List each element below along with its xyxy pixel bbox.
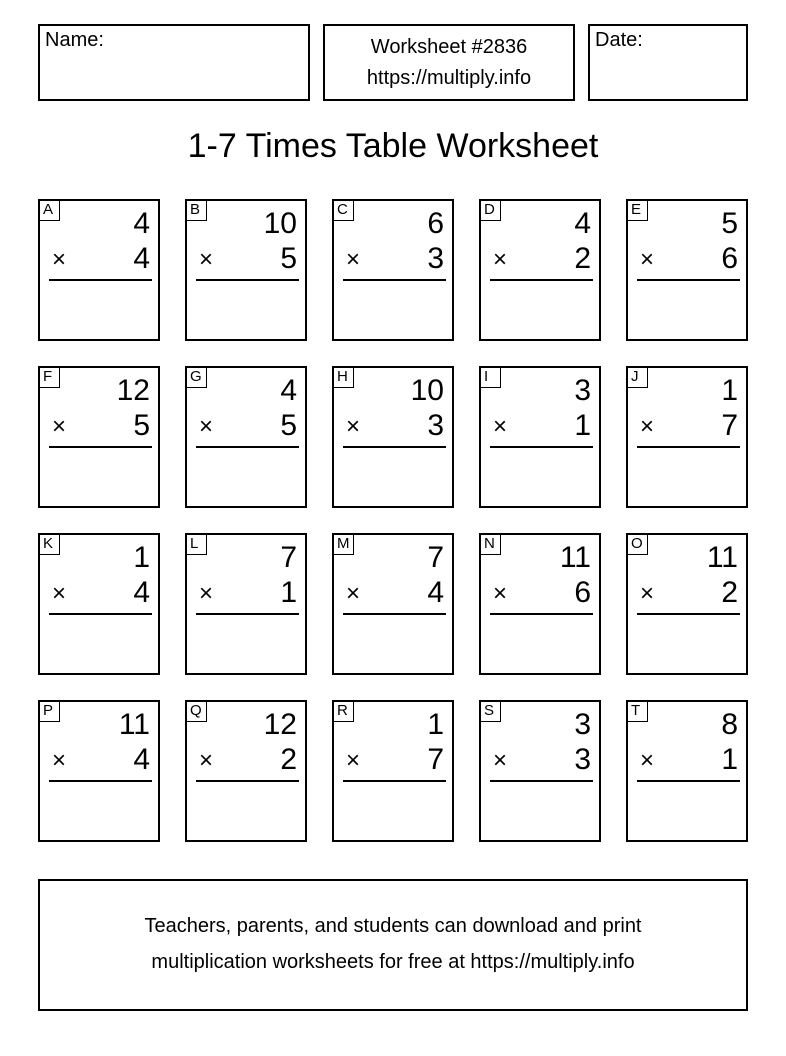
times-sign: × <box>493 580 508 607</box>
answer-rule <box>343 613 446 615</box>
worksheet-url: https://multiply.info <box>366 67 532 89</box>
problem-card[interactable] <box>626 366 748 508</box>
problem-card[interactable] <box>479 199 601 341</box>
problem-bottom-number: 3 <box>574 743 591 776</box>
problem-letter: J <box>628 368 648 388</box>
worksheet-number: Worksheet #2836 <box>370 36 528 58</box>
date-field-box[interactable] <box>588 24 748 101</box>
problem-card[interactable] <box>185 366 307 508</box>
problem-card[interactable] <box>38 199 160 341</box>
problem-bottom-number: 2 <box>721 576 738 609</box>
problem-bottom-number: 5 <box>280 242 297 275</box>
problem-bottom-number: 1 <box>280 576 297 609</box>
answer-rule <box>490 279 593 281</box>
problem-card[interactable] <box>479 533 601 675</box>
problem-top-number: 3 <box>574 374 591 407</box>
date-label: Date: <box>595 29 643 51</box>
page-title: 1-7 Times Table Worksheet <box>187 127 599 165</box>
problem-letter: C <box>334 201 354 221</box>
problem-letter: G <box>187 368 207 388</box>
problem-letter: H <box>334 368 354 388</box>
answer-rule <box>49 446 152 448</box>
answer-rule <box>637 780 740 782</box>
problem-card[interactable] <box>38 700 160 842</box>
answer-rule <box>490 613 593 615</box>
problem-bottom-number: 5 <box>280 409 297 442</box>
times-sign: × <box>493 747 508 774</box>
problem-top-number: 4 <box>280 374 297 407</box>
problem-letter: M <box>334 535 354 555</box>
answer-rule <box>196 279 299 281</box>
problem-card[interactable] <box>185 533 307 675</box>
problem-letter: I <box>481 368 501 388</box>
problem-card[interactable] <box>332 366 454 508</box>
problem-letter: T <box>628 702 648 722</box>
problem-bottom-number: 6 <box>574 576 591 609</box>
problem-top-number: 1 <box>427 708 444 741</box>
times-sign: × <box>640 246 655 273</box>
footer-line-2: multiplication worksheets for free at https://multiply.info <box>151 951 635 973</box>
times-sign: × <box>52 246 67 273</box>
name-label: Name: <box>45 29 104 51</box>
problem-top-number: 1 <box>721 374 738 407</box>
problem-bottom-number: 1 <box>721 743 738 776</box>
problem-letter: L <box>187 535 207 555</box>
problem-top-number: 12 <box>116 374 150 407</box>
problem-bottom-number: 4 <box>133 576 150 609</box>
footer-line-1: Teachers, parents, and students can download and print <box>144 915 642 937</box>
problem-card[interactable] <box>332 533 454 675</box>
problem-bottom-number: 6 <box>721 242 738 275</box>
problem-letter: A <box>40 201 60 221</box>
problem-card[interactable] <box>479 366 601 508</box>
name-field-box[interactable] <box>38 24 310 101</box>
problem-bottom-number: 4 <box>133 242 150 275</box>
answer-rule <box>196 446 299 448</box>
problem-top-number: 1 <box>133 541 150 574</box>
problem-card[interactable] <box>38 366 160 508</box>
answer-rule <box>490 446 593 448</box>
answer-rule <box>196 780 299 782</box>
problem-card[interactable] <box>38 533 160 675</box>
problem-letter: B <box>187 201 207 221</box>
problem-bottom-number: 3 <box>427 409 444 442</box>
problem-top-number: 11 <box>559 541 591 574</box>
problem-bottom-number: 3 <box>427 242 444 275</box>
problem-top-number: 4 <box>133 207 150 240</box>
problem-letter: R <box>334 702 354 722</box>
problem-card[interactable] <box>332 199 454 341</box>
problem-top-number: 7 <box>280 541 297 574</box>
problem-letter: D <box>481 201 501 221</box>
times-sign: × <box>346 246 361 273</box>
answer-rule <box>49 613 152 615</box>
problem-top-number: 11 <box>706 541 738 574</box>
times-sign: × <box>493 246 508 273</box>
problem-bottom-number: 4 <box>133 743 150 776</box>
problem-bottom-number: 4 <box>427 576 444 609</box>
answer-rule <box>49 780 152 782</box>
problem-letter: K <box>40 535 60 555</box>
problem-letter: F <box>40 368 60 388</box>
problem-bottom-number: 2 <box>280 743 297 776</box>
problem-letter: Q <box>187 702 207 722</box>
times-sign: × <box>346 413 361 440</box>
problem-top-number: 3 <box>574 708 591 741</box>
problem-card[interactable] <box>479 700 601 842</box>
problem-card[interactable] <box>185 199 307 341</box>
answer-rule <box>637 613 740 615</box>
problem-top-number: 10 <box>263 207 297 240</box>
times-sign: × <box>52 580 67 607</box>
problem-bottom-number: 7 <box>427 743 444 776</box>
problem-top-number: 4 <box>574 207 591 240</box>
answer-rule <box>637 446 740 448</box>
answer-rule <box>637 279 740 281</box>
times-sign: × <box>640 413 655 440</box>
times-sign: × <box>493 413 508 440</box>
problem-bottom-number: 2 <box>574 242 591 275</box>
problem-card[interactable] <box>185 700 307 842</box>
times-sign: × <box>199 580 214 607</box>
answer-rule <box>343 279 446 281</box>
answer-rule <box>343 780 446 782</box>
problem-top-number: 5 <box>721 207 738 240</box>
problem-bottom-number: 7 <box>721 409 738 442</box>
times-sign: × <box>640 580 655 607</box>
problem-top-number: 7 <box>427 541 444 574</box>
problem-card[interactable] <box>626 199 748 341</box>
worksheet-info-box <box>323 24 575 101</box>
problem-letter: N <box>481 535 501 555</box>
problem-card[interactable] <box>626 533 748 675</box>
problem-bottom-number: 5 <box>133 409 150 442</box>
problem-top-number: 12 <box>263 708 297 741</box>
times-sign: × <box>52 413 67 440</box>
problem-letter: S <box>481 702 501 722</box>
times-sign: × <box>346 580 361 607</box>
times-sign: × <box>199 747 214 774</box>
problem-letter: O <box>628 535 648 555</box>
answer-rule <box>343 446 446 448</box>
answer-rule <box>196 613 299 615</box>
problem-bottom-number: 1 <box>574 409 591 442</box>
times-sign: × <box>346 747 361 774</box>
problem-letter: E <box>628 201 648 221</box>
problem-top-number: 11 <box>118 708 150 741</box>
problem-top-number: 6 <box>427 207 444 240</box>
times-sign: × <box>199 246 214 273</box>
problem-top-number: 10 <box>410 374 444 407</box>
problem-top-number: 8 <box>721 708 738 741</box>
times-sign: × <box>52 747 67 774</box>
answer-rule <box>490 780 593 782</box>
problem-letter: P <box>40 702 60 722</box>
problem-card[interactable] <box>332 700 454 842</box>
footer-box <box>38 879 748 1011</box>
problem-card[interactable] <box>626 700 748 842</box>
answer-rule <box>49 279 152 281</box>
times-sign: × <box>199 413 214 440</box>
times-sign: × <box>640 747 655 774</box>
